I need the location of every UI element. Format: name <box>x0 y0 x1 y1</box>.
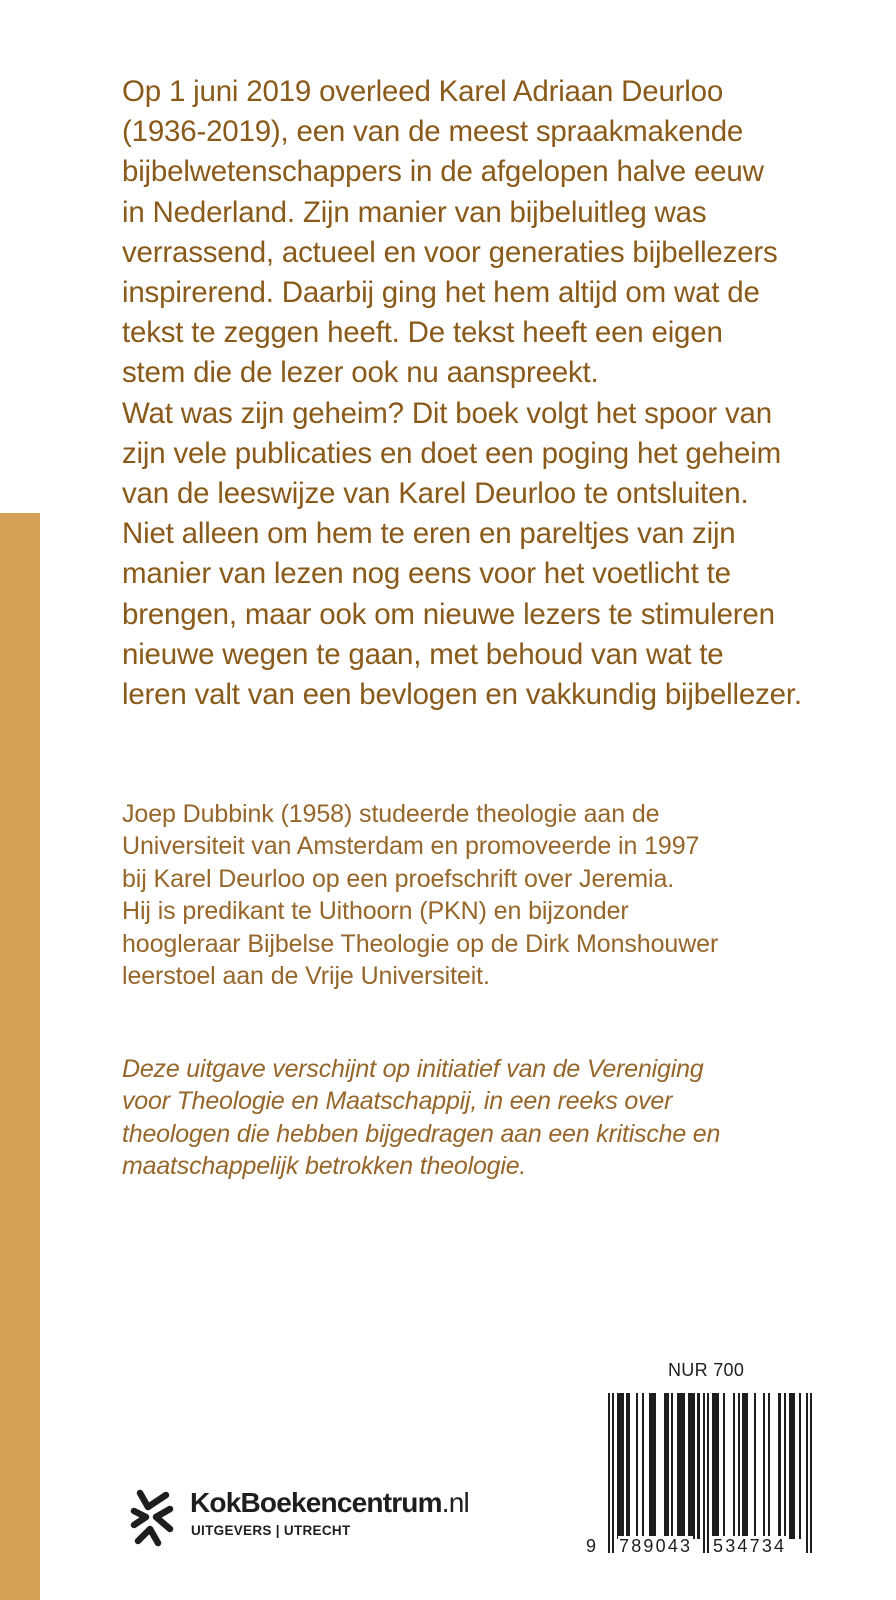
intro-line: Niet alleen om hem te eren en pareltjes van zijn <box>122 517 736 551</box>
intro-line: Wat was zijn geheim? Dit boek volgt het spoor van <box>122 396 772 430</box>
barcode-left-digits: 789043 <box>619 1536 693 1556</box>
bio-line: leerstoel aan de Vrije Universiteit. <box>122 962 490 991</box>
intro-line: leren valt van een bevlogen en vakkundig bijbellezer. <box>122 678 802 712</box>
bio-line: hoogleraar Bijbelse Theologie op de Dirk Monshouwer <box>122 929 719 958</box>
bio-line: Hij is predikant te Uithoorn (PKN) en bijzonder <box>122 897 629 926</box>
intro-line: (1936-2019), een van de meest spraakmakende <box>122 115 744 149</box>
intro-line: stem die de lezer ook nu aanspreekt. <box>122 356 599 390</box>
intro-line: nieuwe wegen te gaan, met behoud van wat te <box>122 637 724 671</box>
note-line: theologen die hebben bijgedragen aan een kritische en <box>122 1119 721 1148</box>
note-line: maatschappelijk betrokken theologie. <box>122 1152 527 1181</box>
note-line: Deze uitgave verschijnt op initiatief van de Vereniging <box>122 1055 704 1083</box>
series-note <box>122 1053 822 1183</box>
intro-line: in Nederland. Zijn manier van bijbeluitleg was <box>122 195 707 229</box>
bio-line: Universiteit van Amsterdam en promoveerde in 1997 <box>122 832 700 861</box>
intro-line: bijbelwetenschappers in de afgelopen halve eeuw <box>122 155 764 189</box>
barcode-lead-digit: 9 <box>586 1536 599 1556</box>
intro-line: inspirerend. Daarbij ging het hem altijd om wat de <box>122 276 760 310</box>
intro-paragraph <box>122 72 822 715</box>
barcode-right-digits: 534734 <box>713 1536 787 1556</box>
intro-line: Op 1 juni 2019 overleed Karel Adriaan Deurloo <box>122 75 724 108</box>
intro-line: manier van lezen nog eens voor het voetlicht te <box>122 557 731 591</box>
intro-line: zijn vele publicaties en doet een poging het geheim <box>122 436 781 470</box>
intro-line: brengen, maar ook om nieuwe lezers te stimuleren <box>122 597 775 631</box>
author-bio <box>122 798 822 992</box>
intro-line: verrassend, actueel en voor generaties bijbellezers <box>122 235 778 269</box>
publisher-name: KokBoekencentrum.nl <box>190 1487 469 1518</box>
decorative-side-bar <box>0 513 40 1600</box>
intro-line: tekst te zeggen heeft. De tekst heeft een eigen <box>122 316 723 350</box>
bio-line: bij Karel Deurloo op een proefschrift over Jeremia. <box>122 864 675 893</box>
publisher-logo <box>128 1487 488 1547</box>
intro-line: van de leeswijze van Karel Deurloo te ontsluiten. <box>122 477 749 511</box>
bio-line: Joep Dubbink (1958) studeerde theologie aan de <box>122 800 660 828</box>
nur-code: NUR 700 <box>668 1360 745 1380</box>
publisher-subtitle: UITGEVERS | UTRECHT <box>191 1523 351 1538</box>
note-line: voor Theologie en Maatschappij, in een reeks over <box>122 1087 673 1116</box>
kokboekencentrum-logo-icon <box>128 1487 176 1547</box>
